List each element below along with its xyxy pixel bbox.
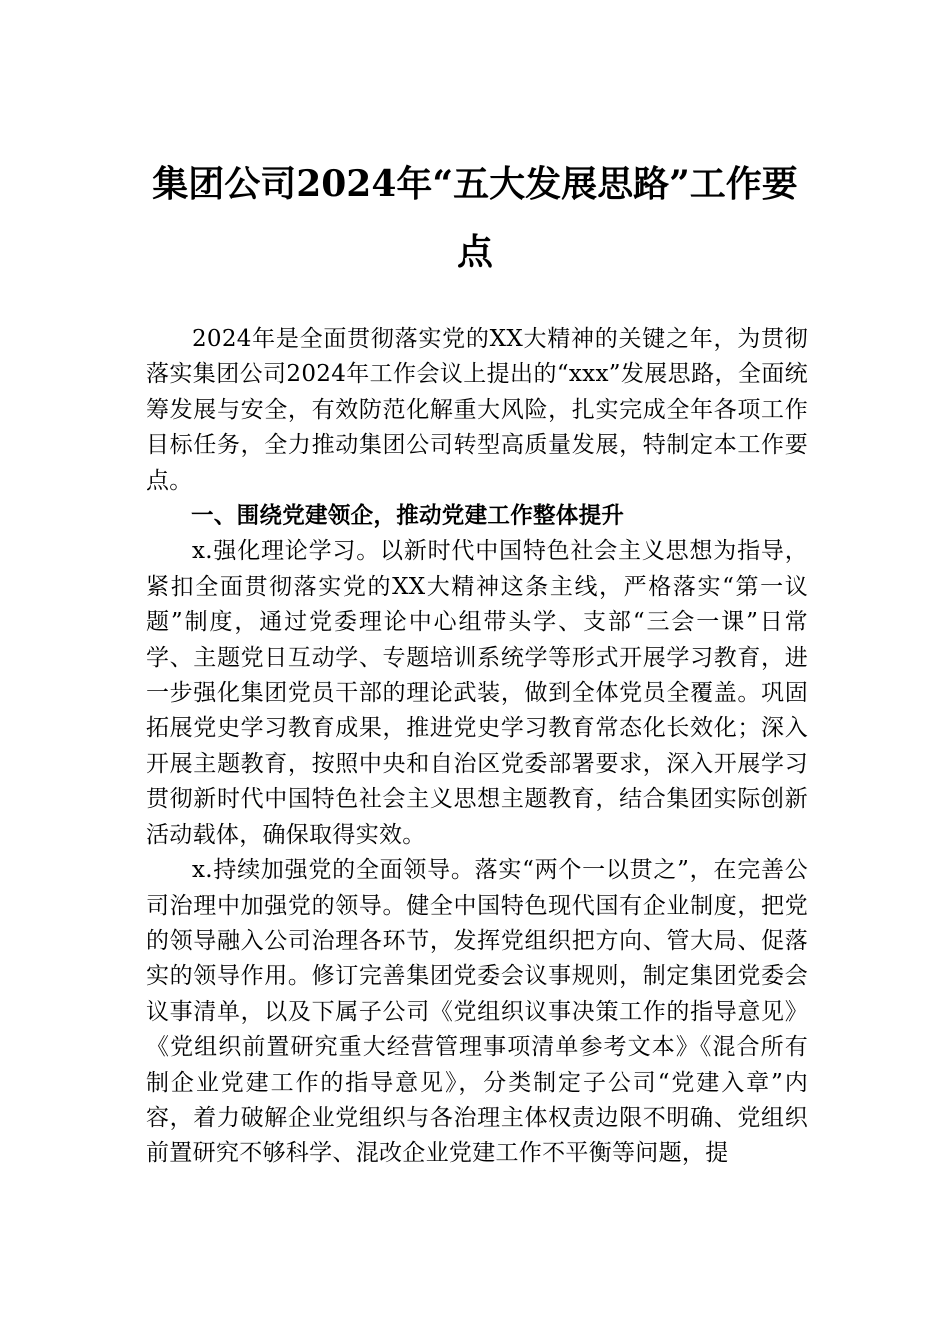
section-heading: 一、围绕党建领企，推动党建工作整体提升 <box>191 503 625 530</box>
document-title: 集团公司2024年“五大发展思路”工作要点 <box>152 163 798 273</box>
intro-paragraph: 2024年是全面贯彻落实党的XX大精神的关键之年，为贯彻落实集团公司2024年工作会议上提出的“xxx”发展思路，全面统筹发展与安全，有效防范化解重大风险，扎实完成全年各项工作目标任务，全力推动集团公司转型高质量发展，特制定本工作要点。 <box>146 326 808 494</box>
document-body <box>146 322 808 1172</box>
item-paragraph-2: x.持续加强党的全面领导。落实“两个一以贯之”，在完善公司治理中加强党的领导。健全中国特色现代国有企业制度，把党的领导融入公司治理各环节，发挥党组织把方向、管大局、促落实的领导作用。修订完善集团党委会议事规则，制定集团党委会议事清单，以及下属子公司《党组织议事决策工作的指导意见》《党组织前置研究重大经营管理事项清单参考文本》《混合所有制企业党建工作的指导意见》，分类制定子公司“党建入章”内容，着力破解企业党组织与各治理主体权责边限不明确、党组织前置研究不够科学、混改企业党建工作不平衡等问题，提 <box>146 857 808 1167</box>
item-paragraph-1: x.强化理论学习。以新时代中国特色社会主义思想为指导，紧扣全面贯彻落实党的XX大精神这条主线，严格落实“第一议题”制度，通过党委理论中心组带头学、支部“三会一课”日常学、主题党日互动学、专题培训系统学等形式开展学习教育，进一步强化集团党员干部的理论武装，做到全体党员全覆盖。巩固拓展党史学习教育成果，推进党史学习教育常态化长效化；深入开展主题教育，按照中央和自治区党委部署要求，深入开展学习贯彻新时代中国特色社会主义思想主题教育，结合集团实际创新活动载体，确保取得实效。 <box>146 538 808 848</box>
